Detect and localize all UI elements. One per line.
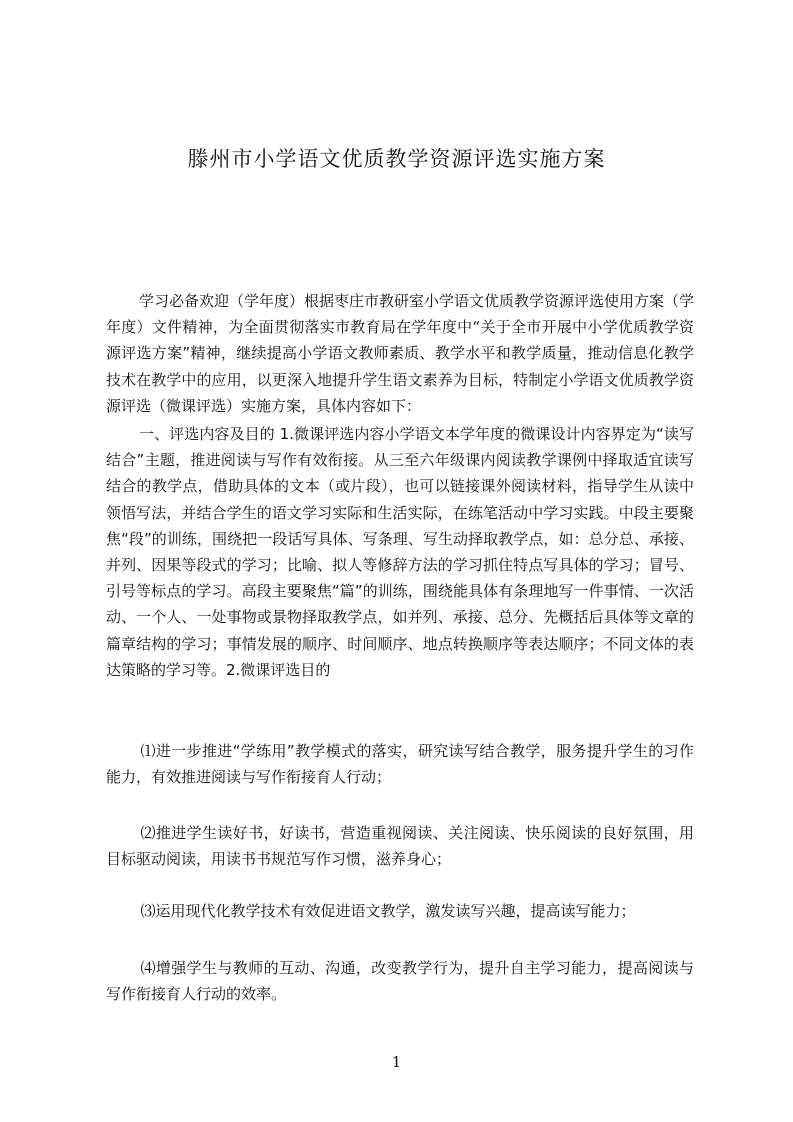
- paragraph-goal-2: ⑵推进学生读好书，好读书，营造重视阅读、关注阅读、快乐阅读的良好氛围，用目标驱动阅读，用读书书规范写作习惯，滋养身心；: [106, 824, 694, 869]
- paragraph-section-one: 一、评选内容及目的 1.微课评选内容小学语文本学年度的微课设计内容界定为“读写结合”主题，推进阅读与写作有效衔接。从三至六年级课内阅读教学课例中择取适宜读写结合的教学点，借助具体的文本（或片段），也可以链接课外阅读材料，指导学生从读中领悟写法，并结合学生的语文学习实际和生活实际，在练笔活动中学习实践。中段主要聚焦“段”的训练，围绕把一段话写具体、写条理、写生动择取教学点，如：总分总、承接、并列、因果等段式的学习；比喻、拟人等修辞方法的学习抓住特点写具体的学习；冒号、引号等标点的学习。高段主要聚焦“篇”的训练，围绕能具体有条理地写一件事情、一次活动、一个人、一处事物或景物择取教学点，如并列、承接、总分、先概括后具体等文章的篇章结构的学习；事情发展的顺序、时间顺序、地点转换顺序等表达顺序；不同文体的表达策略的学习等。2.微课评选目的: [106, 425, 694, 679]
- paragraph-intro: 学习必备欢迎（学年度）根据枣庄市教研室小学语文优质教学资源评选使用方案（学年度）文件精神，为全面贯彻落实市教育局在学年度中“关于全市开展中小学优质教学资源评选方案”精神，继续提高小学语文教师素质、教学水平和教学质量，推动信息化教学技术在教学中的应用，以更深入地提升学生语文素养为目标，特制定小学语文优质教学资源评选（微课评选）实施方案，具体内容如下：: [106, 292, 695, 415]
- page-number: 1: [391, 1053, 402, 1071]
- paragraph-goal-4: ⑷增强学生与教师的互动、沟通，改变教学行为，提升自主学习能力，提高阅读与写作衔接育人行动的效率。: [106, 959, 694, 1004]
- paragraph-goal-1: ⑴进一步推进“学练用”教学模式的落实，研究读写结合教学，服务提升学生的习作能力，有效推进阅读与写作衔接育人行动；: [106, 742, 694, 787]
- paragraph-goal-3: ⑶运用现代化教学技术有效促进语文教学，激发读写兴趣，提高读写能力；: [140, 902, 636, 920]
- document-title: 滕州市小学语文优质教学资源评选实施方案: [187, 147, 606, 171]
